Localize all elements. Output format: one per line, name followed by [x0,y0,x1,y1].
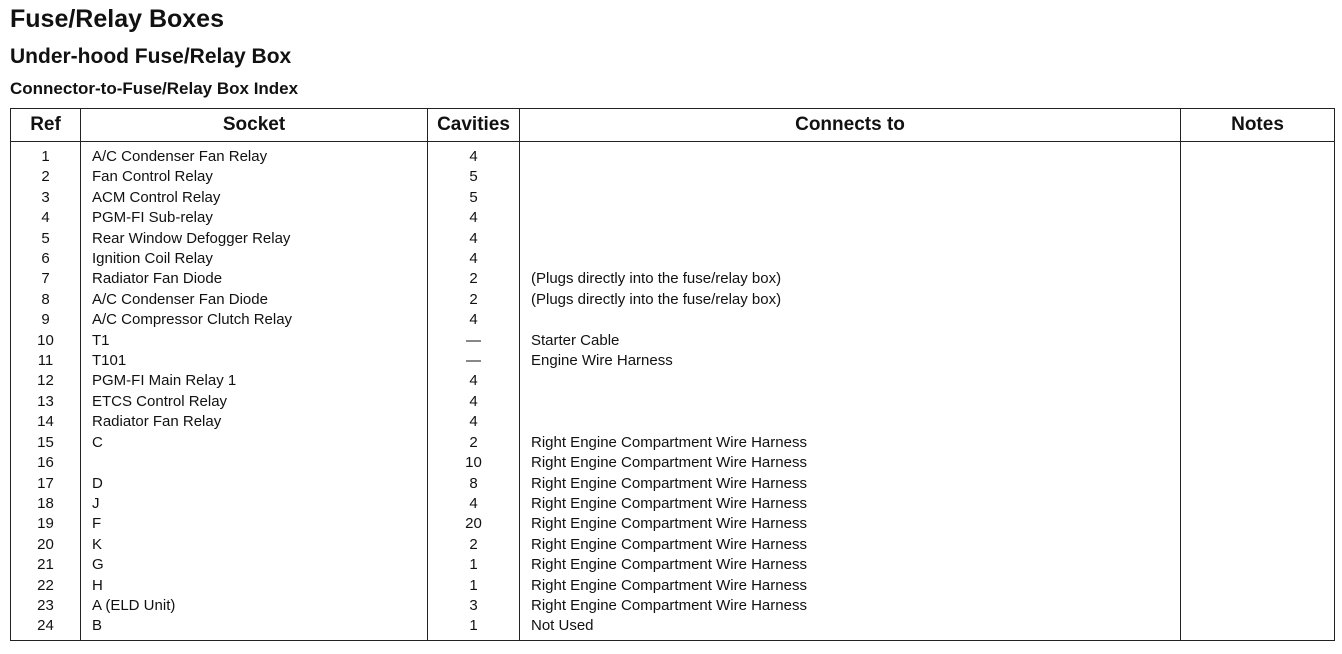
cell-ref: 14 [11,412,81,432]
cell-socket: A/C Condenser Fan Relay [81,142,428,168]
cell-connects-to: Right Engine Compartment Wire Harness [520,433,1181,453]
cell-cavities: 4 [428,229,520,249]
table-row [11,249,1335,269]
column-header-notes: Notes [1181,109,1335,142]
cell-cavities: 2 [428,433,520,453]
cell-connects-to: Right Engine Compartment Wire Harness [520,596,1181,616]
cell-ref: 21 [11,555,81,575]
cell-ref: 18 [11,494,81,514]
cell-notes [1181,474,1335,494]
page-title: Fuse/Relay Boxes [10,5,224,33]
cell-connects-to: Right Engine Compartment Wire Harness [520,555,1181,575]
cell-cavities: 1 [428,555,520,575]
table-row [11,474,1335,494]
cell-notes [1181,229,1335,249]
table-row [11,412,1335,432]
cell-socket: A (ELD Unit) [81,596,428,616]
cell-cavities: 2 [428,535,520,555]
section-title: Under-hood Fuse/Relay Box [10,45,292,68]
cell-connects-to: Starter Cable [520,331,1181,351]
cell-socket: H [81,576,428,596]
cell-notes [1181,208,1335,228]
cell-notes [1181,616,1335,640]
cell-ref: 12 [11,371,81,391]
cell-ref: 23 [11,596,81,616]
cell-notes [1181,555,1335,575]
cell-socket: Rear Window Defogger Relay [81,229,428,249]
cell-ref: 16 [11,453,81,473]
table-row [11,596,1335,616]
cell-socket: G [81,555,428,575]
cell-cavities: — [428,351,520,371]
table-row [11,331,1335,351]
cell-connects-to: Right Engine Compartment Wire Harness [520,453,1181,473]
cell-connects-to [520,249,1181,269]
cell-socket: B [81,616,428,640]
cell-cavities: 10 [428,453,520,473]
cell-cavities: 5 [428,167,520,187]
cell-ref: 20 [11,535,81,555]
cell-connects-to: Right Engine Compartment Wire Harness [520,514,1181,534]
cell-connects-to: Right Engine Compartment Wire Harness [520,494,1181,514]
cell-cavities: 1 [428,616,520,640]
cell-notes [1181,249,1335,269]
table-row [11,535,1335,555]
cell-cavities: 4 [428,392,520,412]
cell-socket: ETCS Control Relay [81,392,428,412]
cell-cavities: 8 [428,474,520,494]
cell-notes [1181,494,1335,514]
cell-notes [1181,433,1335,453]
cell-socket: Fan Control Relay [81,167,428,187]
column-header-ref: Ref [11,109,81,142]
cell-socket: PGM-FI Sub-relay [81,208,428,228]
table-title: Connector-to-Fuse/Relay Box Index [10,79,299,98]
cell-connects-to [520,412,1181,432]
cell-connects-to [520,208,1181,228]
table-row [11,616,1335,640]
cell-connects-to [520,188,1181,208]
cell-socket: C [81,433,428,453]
cell-cavities: 4 [428,412,520,432]
cell-notes [1181,392,1335,412]
cell-socket: Radiator Fan Diode [81,269,428,289]
cell-notes [1181,351,1335,371]
cell-cavities: 4 [428,249,520,269]
cell-notes [1181,371,1335,391]
cell-connects-to [520,392,1181,412]
cell-cavities: 4 [428,371,520,391]
cell-ref: 6 [11,249,81,269]
table-row [11,310,1335,330]
cell-connects-to: (Plugs directly into the fuse/relay box) [520,269,1181,289]
table-row [11,371,1335,391]
cell-cavities: 4 [428,142,520,168]
table-row [11,167,1335,187]
cell-ref: 17 [11,474,81,494]
table-row [11,555,1335,575]
cell-notes [1181,576,1335,596]
cell-connects-to [520,229,1181,249]
table-row [11,188,1335,208]
cell-notes [1181,596,1335,616]
table-row [11,494,1335,514]
column-header-cavities: Cavities [428,109,520,142]
cell-socket: A/C Compressor Clutch Relay [81,310,428,330]
cell-connects-to [520,371,1181,391]
cell-ref: 19 [11,514,81,534]
connector-index-table [10,108,1335,641]
cell-connects-to: (Plugs directly into the fuse/relay box) [520,290,1181,310]
cell-cavities: 4 [428,208,520,228]
table-row [11,433,1335,453]
table-row [11,392,1335,412]
cell-ref: 4 [11,208,81,228]
cell-connects-to: Right Engine Compartment Wire Harness [520,535,1181,555]
table-row [11,208,1335,228]
column-header-socket: Socket [81,109,428,142]
cell-connects-to [520,142,1181,168]
cell-connects-to: Engine Wire Harness [520,351,1181,371]
cell-socket: PGM-FI Main Relay 1 [81,371,428,391]
cell-ref: 9 [11,310,81,330]
cell-ref: 5 [11,229,81,249]
cell-cavities: 4 [428,310,520,330]
cell-socket: Ignition Coil Relay [81,249,428,269]
cell-cavities: — [428,331,520,351]
cell-notes [1181,412,1335,432]
cell-ref: 1 [11,142,81,168]
cell-socket: K [81,535,428,555]
table-row [11,290,1335,310]
cell-ref: 2 [11,167,81,187]
cell-cavities: 2 [428,269,520,289]
cell-ref: 15 [11,433,81,453]
cell-connects-to: Not Used [520,616,1181,640]
table-row [11,351,1335,371]
cell-socket [81,453,428,473]
table-header-row [11,109,1335,142]
cell-notes [1181,453,1335,473]
cell-socket: ACM Control Relay [81,188,428,208]
cell-ref: 11 [11,351,81,371]
cell-socket: A/C Condenser Fan Diode [81,290,428,310]
cell-ref: 22 [11,576,81,596]
cell-socket: F [81,514,428,534]
cell-notes [1181,188,1335,208]
cell-connects-to [520,310,1181,330]
table-row [11,229,1335,249]
cell-notes [1181,290,1335,310]
table-row [11,453,1335,473]
table-row [11,142,1335,168]
cell-cavities: 4 [428,494,520,514]
cell-socket: J [81,494,428,514]
cell-cavities: 20 [428,514,520,534]
cell-socket: D [81,474,428,494]
cell-notes [1181,514,1335,534]
cell-cavities: 1 [428,576,520,596]
cell-connects-to: Right Engine Compartment Wire Harness [520,576,1181,596]
table-body [11,142,1335,641]
cell-ref: 3 [11,188,81,208]
cell-ref: 24 [11,616,81,640]
cell-notes [1181,269,1335,289]
cell-socket: Radiator Fan Relay [81,412,428,432]
cell-ref: 8 [11,290,81,310]
cell-connects-to: Right Engine Compartment Wire Harness [520,474,1181,494]
table-row [11,514,1335,534]
cell-cavities: 5 [428,188,520,208]
table-row [11,576,1335,596]
cell-notes [1181,535,1335,555]
cell-notes [1181,142,1335,168]
cell-socket: T1 [81,331,428,351]
cell-ref: 13 [11,392,81,412]
cell-ref: 10 [11,331,81,351]
cell-socket: T101 [81,351,428,371]
cell-ref: 7 [11,269,81,289]
cell-notes [1181,167,1335,187]
cell-notes [1181,310,1335,330]
cell-cavities: 3 [428,596,520,616]
column-header-connects-to: Connects to [520,109,1181,142]
cell-connects-to [520,167,1181,187]
cell-notes [1181,331,1335,351]
table-row [11,269,1335,289]
cell-cavities: 2 [428,290,520,310]
